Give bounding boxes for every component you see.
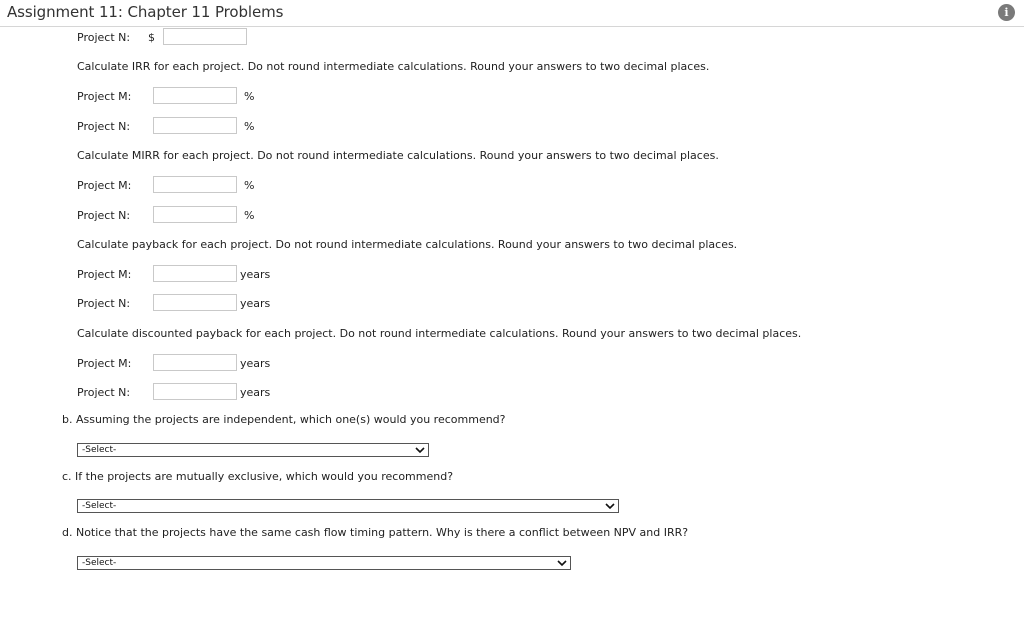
payback-project-m-input[interactable] <box>153 265 237 282</box>
npv-project-n-label: Project N: <box>77 31 131 44</box>
discounted-payback-project-m-unit: years <box>240 357 271 370</box>
question-c-text: c. If the projects are mutually exclusive, which would you recommend? <box>62 470 454 483</box>
question-d-selected-value: -Select- <box>82 558 117 568</box>
discounted-payback-project-n-label: Project N: <box>77 386 131 399</box>
irr-project-m-label: Project M: <box>77 90 132 103</box>
chevron-down-icon <box>557 559 567 567</box>
assignment-header <box>0 0 1024 27</box>
page-title: Assignment 11: Chapter 11 Problems <box>7 3 284 21</box>
irr-project-n-unit: % <box>244 120 255 133</box>
chevron-down-icon <box>605 502 615 510</box>
payback-project-n-unit: years <box>240 297 271 310</box>
question-b-text: b. Assuming the projects are independent, which one(s) would you recommend? <box>62 413 506 426</box>
discounted-payback-project-n-input[interactable] <box>153 383 237 400</box>
payback-instruction: Calculate payback for each project. Do not round intermediate calculations. Round your answers to two decimal places. <box>77 238 738 251</box>
info-icon[interactable]: i <box>998 4 1015 21</box>
question-d-select[interactable] <box>77 556 571 570</box>
mirr-project-m-input[interactable] <box>153 176 237 193</box>
question-c-selected-value: -Select- <box>82 501 117 511</box>
discounted-payback-project-m-input[interactable] <box>153 354 237 371</box>
payback-project-m-label: Project M: <box>77 268 132 281</box>
irr-instruction: Calculate IRR for each project. Do not round intermediate calculations. Round your answers to two decimal places. <box>77 60 710 73</box>
payback-project-n-input[interactable] <box>153 294 237 311</box>
payback-project-m-unit: years <box>240 268 271 281</box>
mirr-project-m-unit: % <box>244 179 255 192</box>
mirr-project-n-unit: % <box>244 209 255 222</box>
question-b-select[interactable] <box>77 443 429 457</box>
npv-currency-symbol: $ <box>148 31 155 44</box>
irr-project-m-unit: % <box>244 90 255 103</box>
mirr-project-n-label: Project N: <box>77 209 131 222</box>
discounted-payback-project-n-unit: years <box>240 386 271 399</box>
discounted-payback-instruction: Calculate discounted payback for each project. Do not round intermediate calculations. Round your answers to two decimal places. <box>77 327 802 340</box>
mirr-instruction: Calculate MIRR for each project. Do not round intermediate calculations. Round your answers to two decimal places. <box>77 149 719 162</box>
irr-project-m-input[interactable] <box>153 87 237 104</box>
question-d-text: d. Notice that the projects have the same cash flow timing pattern. Why is there a conflict between NPV and IRR? <box>62 526 689 539</box>
discounted-payback-project-m-label: Project M: <box>77 357 132 370</box>
question-b-selected-value: -Select- <box>82 445 117 455</box>
npv-project-n-input[interactable] <box>163 28 247 45</box>
mirr-project-n-input[interactable] <box>153 206 237 223</box>
irr-project-n-label: Project N: <box>77 120 131 133</box>
payback-project-n-label: Project N: <box>77 297 131 310</box>
question-c-select[interactable] <box>77 499 619 513</box>
chevron-down-icon <box>415 446 425 454</box>
irr-project-n-input[interactable] <box>153 117 237 134</box>
mirr-project-m-label: Project M: <box>77 179 132 192</box>
